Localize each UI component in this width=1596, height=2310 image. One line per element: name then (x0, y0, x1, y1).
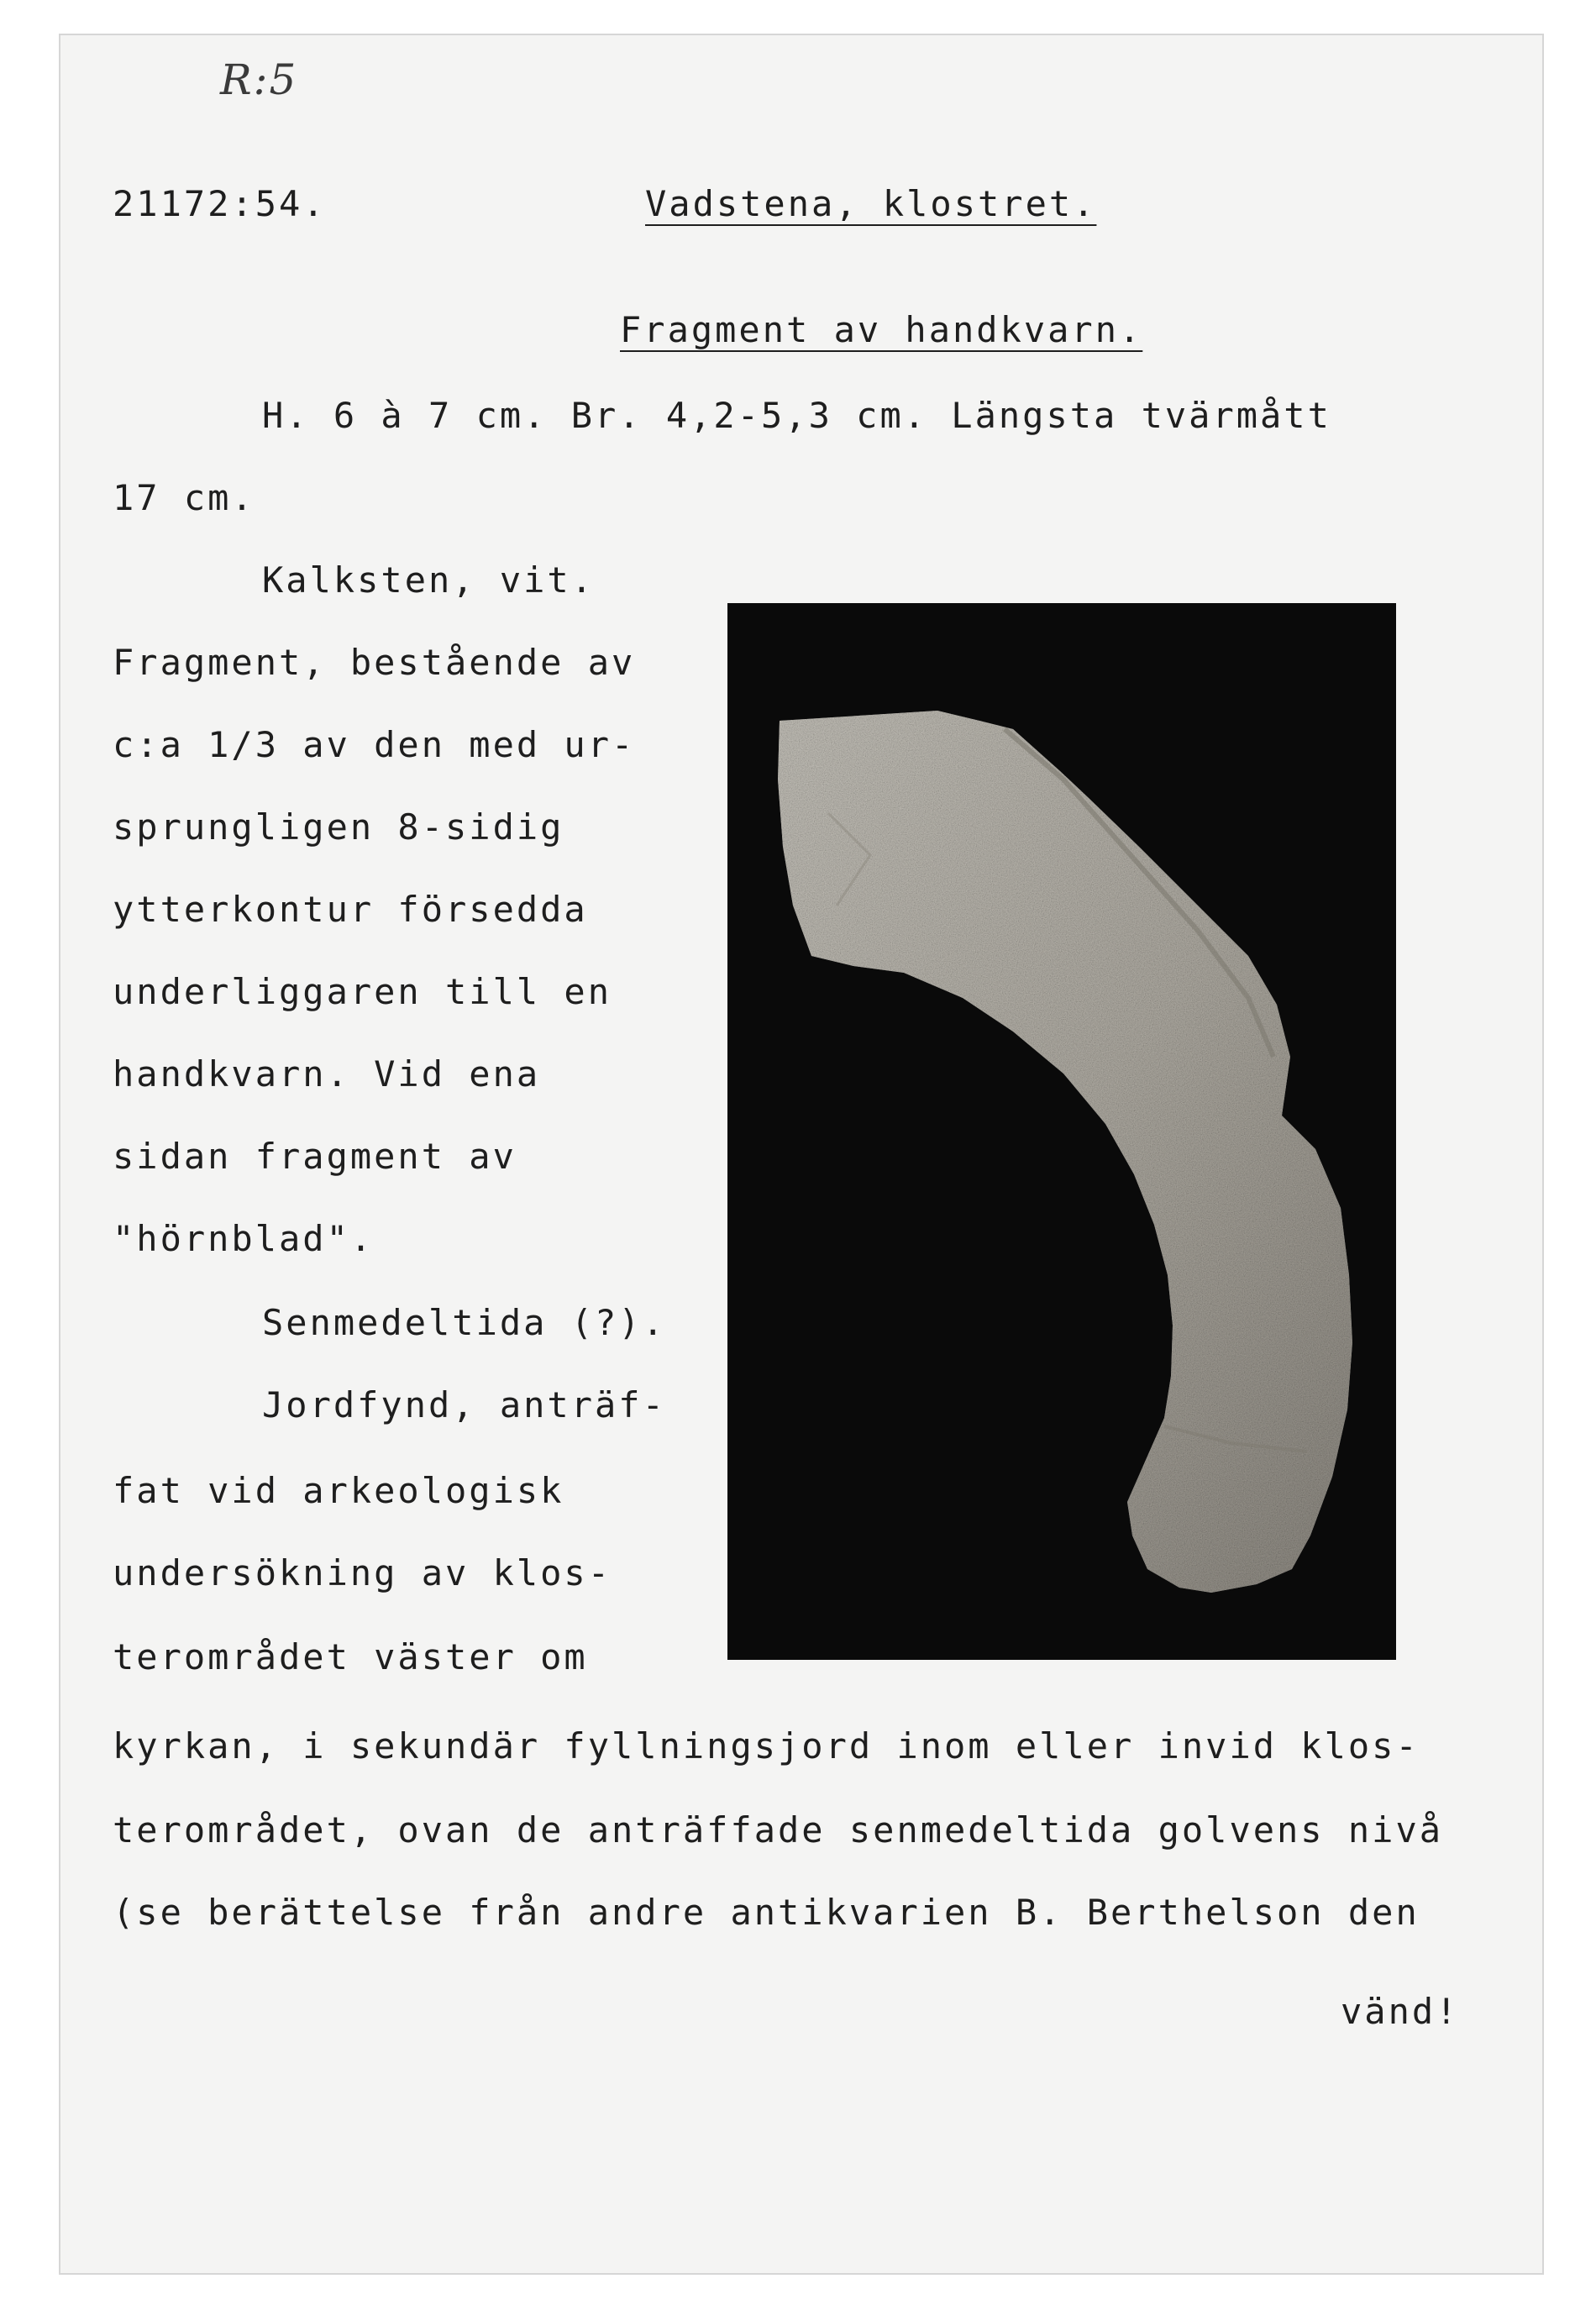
dimensions-line-1: H. 6 à 7 cm. Br. 4,2-5,3 cm. Längsta tvärmått (262, 395, 1331, 436)
description-line: Jordfynd, anträf- (262, 1384, 666, 1425)
description-line: fat vid arkeologisk (113, 1470, 564, 1511)
full-line: kyrkan, i sekundär fyllningsjord inom eller invid klos- (113, 1725, 1420, 1767)
description-line: handkvarn. Vid ena (113, 1053, 541, 1095)
stone-fragment-photo-icon (727, 603, 1396, 1660)
turn-over-note: vänd! (1341, 1991, 1460, 2032)
description-line: Kalksten, vit. (262, 559, 596, 601)
catalog-number: 21172:54. (113, 183, 327, 224)
full-line: (se berättelse från andre antikvarien B. Berthelson den (113, 1892, 1420, 1933)
handwritten-mark: R:5 (220, 55, 298, 104)
description-line: undersökning av klos- (113, 1552, 612, 1593)
heading: Vadstena, klostret. (645, 183, 1097, 224)
description-line: c:a 1/3 av den med ur- (113, 724, 636, 765)
description-line: sprungligen 8-sidig (113, 806, 564, 848)
description-line: "hörnblad". (113, 1218, 375, 1259)
description-line: underliggaren till en (113, 971, 612, 1012)
description-line: ytterkontur försedda (113, 889, 588, 930)
description-line: terområdet väster om (113, 1636, 588, 1677)
description-line: Fragment, bestående av (113, 642, 636, 683)
description-line: Senmedeltida (?). (262, 1302, 666, 1343)
full-line: terområdet, ovan de anträffade senmedeltida golvens nivå (113, 1809, 1444, 1851)
dimensions-line-2: 17 cm. (113, 477, 255, 518)
subheading: Fragment av handkvarn. (620, 309, 1143, 350)
description-line: sidan fragment av (113, 1136, 517, 1177)
